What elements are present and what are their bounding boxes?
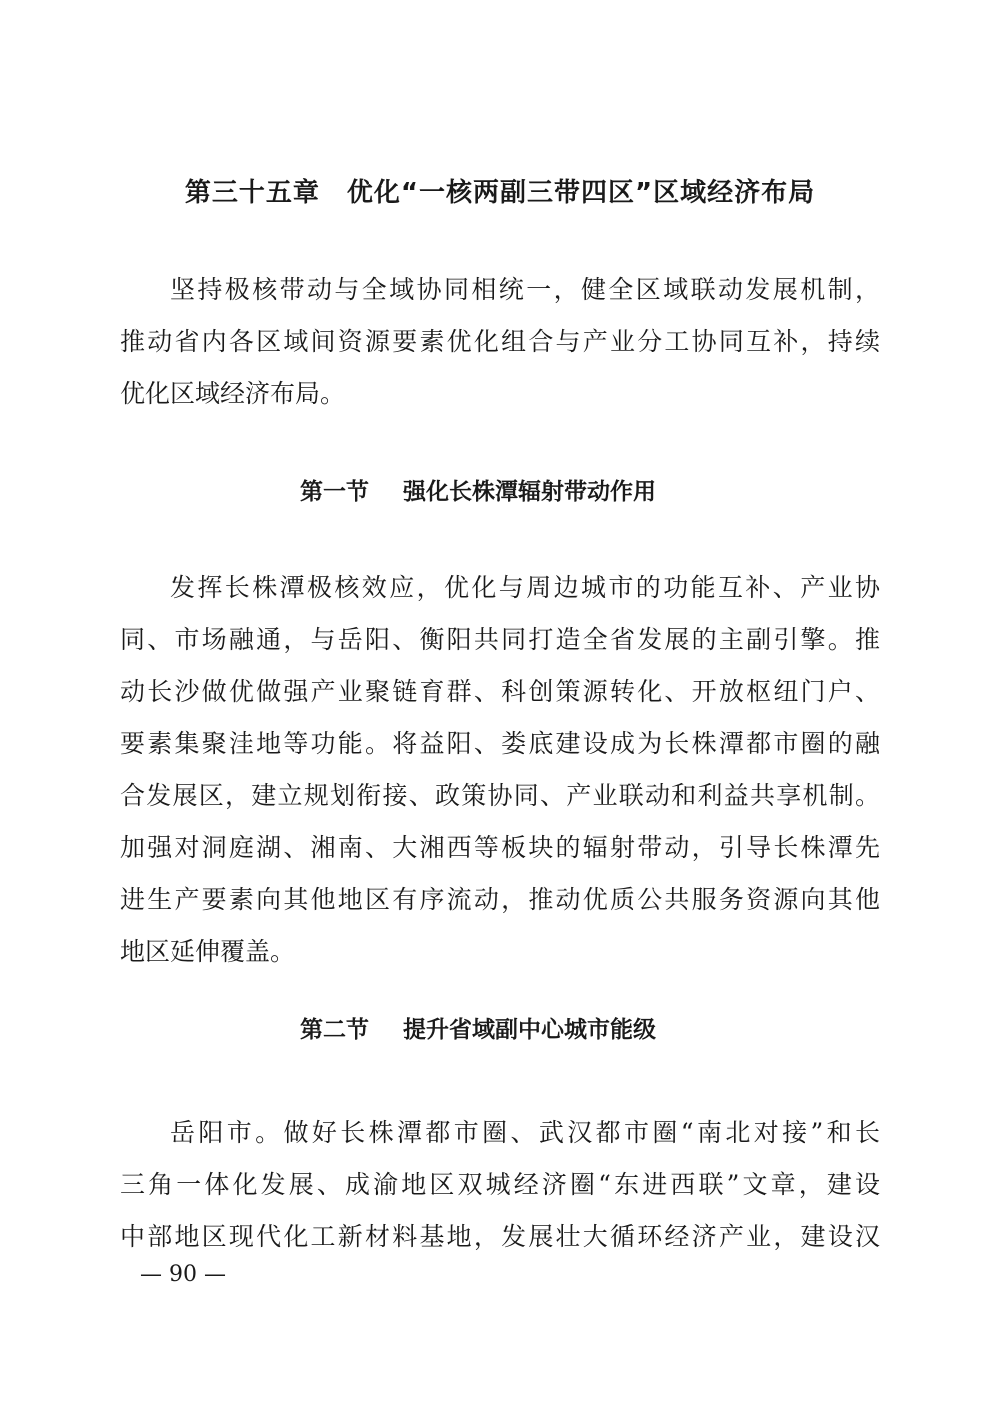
section-number: 第二节 [300, 1017, 369, 1043]
paragraph-line: 要素集聚洼地等功能。将益阳、娄底建设成为长株潭都市圈的融 [120, 729, 880, 758]
paragraph-line: 合发展区，建立规划衔接、政策协同、产业联动和利益共享机制。 [120, 781, 880, 810]
section-paragraph [120, 1107, 880, 1263]
paragraph-line: 三角一体化发展、成渝地区双城经济圈“东进西联”文章，建设 [120, 1170, 880, 1199]
section-number: 第一节 [300, 479, 369, 505]
paragraph-line: 发挥长株潭极核效应，优化与周边城市的功能互补、产业协 [170, 573, 880, 602]
paragraph-line: 进生产要素向其他地区有序流动，推动优质公共服务资源向其他 [120, 885, 880, 914]
paragraph-line: 推动省内各区域间资源要素优化组合与产业分工协同互补，持续 [120, 327, 880, 356]
section-title: 强化长株潭辐射带动作用 [403, 479, 656, 505]
section-paragraph [120, 562, 880, 978]
section-heading [300, 1011, 656, 1044]
paragraph-line: 加强对洞庭湖、湘南、大湘西等板块的辐射带动，引导长株潭先 [120, 833, 880, 862]
paragraph-line: 中部地区现代化工新材料基地，发展壮大循环经济产业，建设汉 [120, 1222, 880, 1251]
paragraph-line: 动长沙做优做强产业聚链育群、科创策源转化、开放枢纽门户、 [120, 677, 880, 706]
paragraph-line: 同、市场融通，与岳阳、衡阳共同打造全省发展的主副引擎。推 [120, 625, 880, 654]
paragraph-line: 地区延伸覆盖。 [120, 937, 296, 966]
intro-paragraph [120, 264, 880, 420]
paragraph-line: 坚持极核带动与全域协同相统一，健全区域联动发展机制， [170, 275, 880, 304]
paragraph-line: 岳阳市。做好长株潭都市圈、武汉都市圈“南北对接”和长 [170, 1118, 880, 1147]
chapter-title: 第三十五章 优化“一核两副三带四区”区域经济布局 [184, 178, 816, 208]
page-number: — 90 — [140, 1262, 226, 1287]
paragraph-line: 优化区域经济布局。 [120, 379, 346, 408]
section-title: 提升省域副中心城市能级 [403, 1017, 656, 1043]
section-heading [300, 473, 656, 506]
